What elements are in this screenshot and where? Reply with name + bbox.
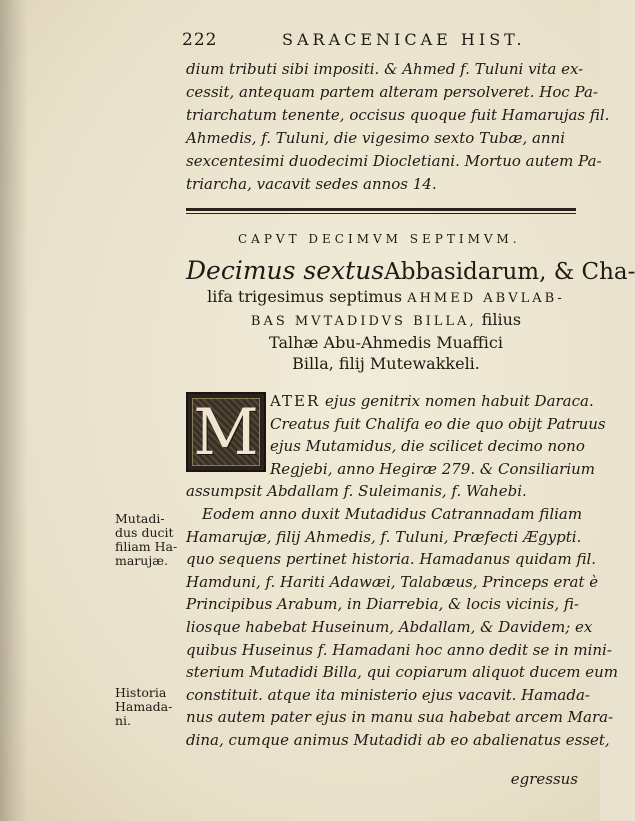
text-line: liosque habebat Huseinum, Abdallam, & Davidem; ex (186, 617, 593, 636)
text-line: quibus Huseinus f. Hamadani hoc anno dedit se in mini- (186, 640, 612, 659)
text-line: Hamduni, f. Hariti Adawæi, Talabæus, Princeps erat è (186, 572, 599, 591)
text-line: dina, cumque animus Mutadidi ab eo abalienatus esset, (186, 730, 610, 749)
title-caps: BAS MVTADIDVS BILLA, (250, 314, 477, 329)
text-line: triarcha, vacavit sedes annos 14. (186, 175, 437, 193)
text-line: Principibus Arabum, in Diarrebia, & locis vicinis, fi- (186, 595, 579, 614)
title-caps: AHMED ABVLAB- (407, 291, 565, 306)
title-italic-part: Decimus sextus (186, 256, 385, 285)
title-line-4: Talhæ Abu-Ahmedis Muaffici (269, 333, 503, 352)
chapter-heading: CAPVT DECIMVM SEPTIMVM. (238, 232, 521, 246)
text-line: ejus Mutamidus, die scilicet decimo nono (270, 437, 585, 456)
margin-note (115, 512, 181, 568)
title-roman-part: Abbasidarum, & Cha- (384, 259, 635, 285)
margin-note-line: filiam Ha- (115, 539, 178, 554)
margin-note-line: Historia (115, 685, 167, 700)
main-paragraph (186, 390, 619, 752)
page-fold-shadow (0, 0, 28, 821)
page-number: 222 (182, 30, 218, 50)
text-line: cessit, antequam partem alteram persolveret. Hoc Pa- (186, 83, 598, 101)
text-line: Creatus fuit Chalifa eo die quo obijt Patruus (270, 414, 606, 433)
section-divider (186, 208, 576, 215)
text-line (186, 390, 594, 413)
margin-note-line: ni. (115, 713, 132, 728)
running-title: SARACENICAE HIST. (282, 30, 526, 49)
title-text: filius (481, 310, 522, 329)
title-line-5: Billa, filij Mutewakkeli. (292, 354, 480, 373)
running-header (182, 30, 542, 50)
title-text: lifa trigesimus septimus (207, 287, 403, 306)
chapter-title (186, 256, 635, 374)
top-paragraph (186, 58, 610, 196)
catchword: egressus (510, 770, 578, 788)
text-line: quo sequens pertinet historia. Hamadanus quidam fil. (186, 550, 597, 569)
text-line: sterium Mutadidi Billa, qui copiarum aliquot ducem eum (186, 663, 619, 682)
text-line: constituit. atque ita ministerio ejus vacavit. Hamada- (186, 685, 590, 704)
divider-thick-line (186, 208, 576, 211)
title-line-1 (186, 256, 635, 286)
text-line: Regjebi, anno Hegiræ 279. & Consiliarium (270, 459, 596, 478)
text-line: assumpsit Abdallam f. Suleimanis, f. Wahebi. (186, 482, 527, 501)
text-line: dium tributi sibi impositi. & Ahmed f. Tuluni vita ex- (186, 60, 584, 78)
text-line-rest: ejus genitrix nomen habuit Daraca. (325, 392, 594, 410)
text-line: triarchatum tenente, occisus quoque fuit Hamarujas fil. (186, 106, 610, 124)
drop-cap-letter: M (193, 396, 259, 470)
text-line: Hamarujæ, filij Ahmedis, f. Tuluni, Præfecti Ægypti. (186, 527, 582, 546)
margin-note-line: Mutadi- (115, 511, 165, 526)
margin-note-line: marujæ. (115, 553, 168, 568)
margin-note-line: Hamada- (115, 699, 173, 714)
margin-note (115, 686, 181, 728)
divider-thin-line (186, 213, 576, 214)
first-word-caps: ATER (270, 392, 321, 410)
text-line: Eodem anno duxit Mutadidus Catrannadam filiam (202, 504, 583, 523)
text-line: Ahmedis, f. Tuluni, die vigesimo sexto Tubæ, anni (186, 129, 566, 147)
text-line: sexcentesimi duodecimi Diocletiani. Mortuo autem Pa- (186, 152, 602, 170)
margin-note-line: dus ducit (115, 525, 174, 540)
title-line-3 (186, 309, 586, 332)
title-line-2 (186, 286, 586, 309)
text-line: nus autem pater ejus in manu sua habebat arcem Mara- (186, 708, 614, 727)
